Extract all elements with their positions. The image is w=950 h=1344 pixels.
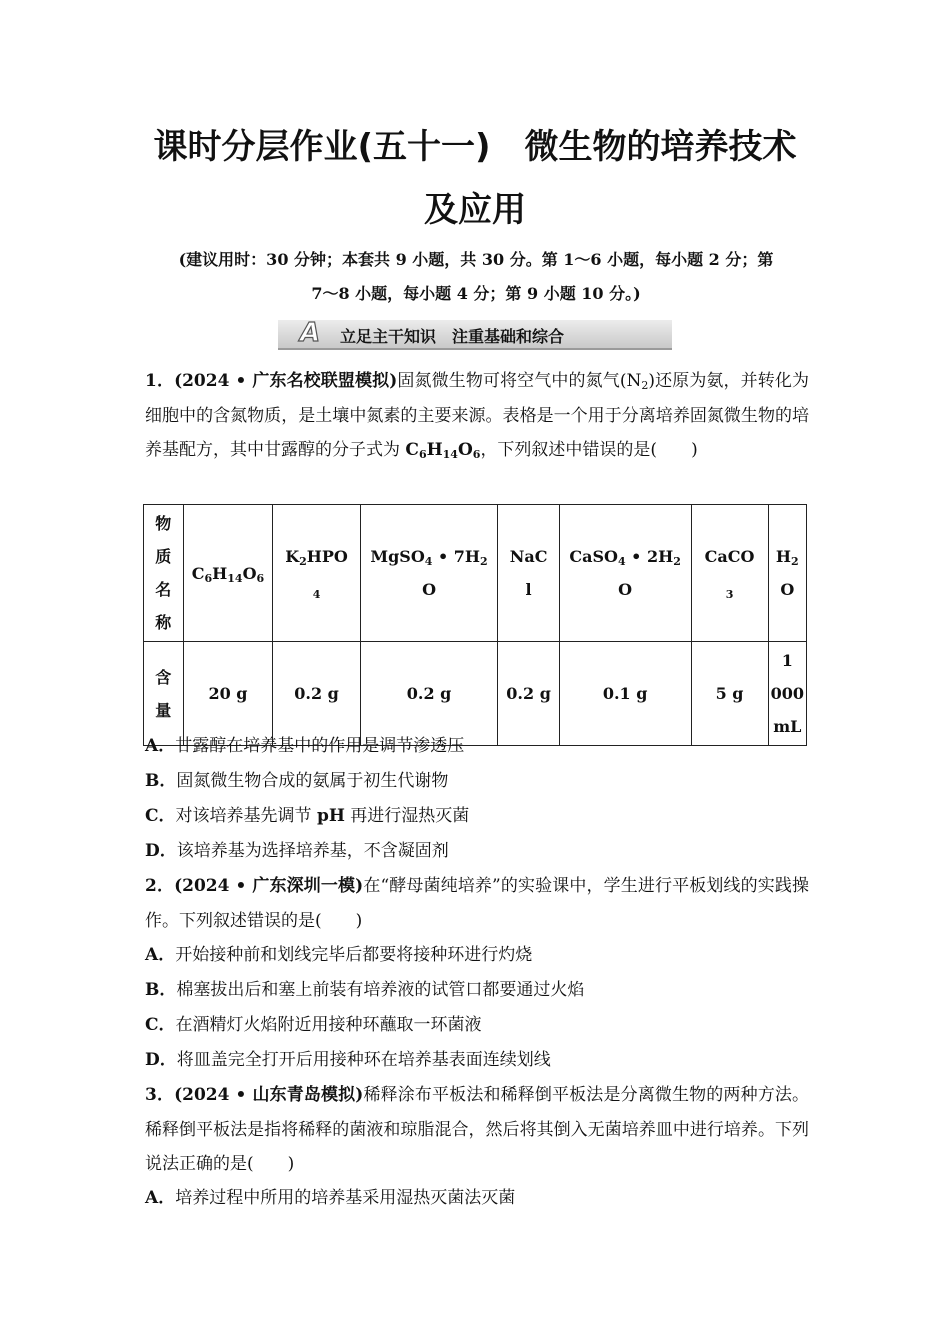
question-2-option-a: A．开始接种前和划线完毕后都要将接种环进行灼烧 — [145, 945, 533, 965]
time-note-line2: 7～8 小题，每小题 4 分；第 9 小题 10 分。) — [311, 284, 641, 303]
question-1-source: (2024 • 广东名校联盟模拟) — [174, 371, 398, 391]
question-2-option-d: D．将皿盖完全打开后用接种环在培养基表面连续划线 — [145, 1050, 551, 1070]
table-cell: 1 000 mL — [768, 642, 806, 746]
time-note-line1: (建议用时：30 分钟；本套共 9 小题，共 30 分。第 1～6 小题，每小题 2 分；第 — [178, 250, 774, 269]
question-1-option-b: B．固氮微生物合成的氨属于初生代谢物 — [145, 771, 449, 791]
table-header-cell: 含 量 — [144, 642, 184, 746]
table-row — [144, 505, 807, 642]
table-cell: 5 g — [691, 642, 768, 746]
question-1-stem: 1．(2024 • 广东名校联盟模拟)固氮微生物可将空气中的氮气$(N_2)$还原为氨，并转化为细胞中的含氮物质，是土壤中氮素的主要来源。表格是一个用于分离培养固氮微生物的培养基配方，其中甘露醇的分子式为 $C_6H_{14}O_6$，下列叙述中错误的是( ) — [145, 371, 809, 461]
question-1-option-a: A．甘露醇在培养基中的作用是调节渗透压 — [145, 736, 465, 756]
question-2-option-c: C．在酒精灯火焰附近用接种环蘸取一环菌液 — [145, 1015, 482, 1035]
question-1-option-c: C．对该培养基先调节 pH 再进行湿热灭菌 — [145, 806, 470, 826]
table-cell: 0.1 g — [559, 642, 691, 746]
table-cell: $C_6H_{14}O_6$ — [183, 505, 273, 642]
media-formula-table — [143, 504, 807, 746]
page-title-line2: 及应用 — [424, 190, 526, 230]
table-cell: 0.2 g — [498, 642, 559, 746]
question-3-source: (2024 • 山东青岛模拟) — [174, 1085, 364, 1105]
question-1-option-d: D．该培养基为选择培养基，不含凝固剂 — [145, 841, 449, 861]
section-banner — [278, 320, 672, 350]
table-cell: $K_2HPO$ $_4$ — [273, 505, 360, 642]
page-title-line1: 课时分层作业(五十一) 微生物的培养技术 — [153, 127, 797, 167]
table-cell: 20 g — [183, 642, 273, 746]
table-cell: MgSO$_4$ • $7H_2$ O — [360, 505, 498, 642]
question-2-option-b: B．棉塞拔出后和塞上前装有培养液的试管口都要通过火焰 — [145, 980, 585, 1000]
section-letter-icon: A — [300, 318, 321, 348]
table-cell: CaSO$_4$ • $2H_2$ O — [559, 505, 691, 642]
table-cell: 0.2 g — [360, 642, 498, 746]
question-3-stem: 3．(2024 • 山东青岛模拟)稀释涂布平板法和稀释倒平板法是分离微生物的两种方法。稀释倒平板法是指将稀释的菌液和琼脂混合，然后将其倒入无菌培养皿中进行培养。下列说法正确的是( ) — [145, 1085, 809, 1174]
table-cell: 0.2 g — [273, 642, 360, 746]
question-3-option-a: A．培养过程中所用的培养基采用湿热灭菌法灭菌 — [145, 1188, 516, 1208]
table-cell: CaCO $_3$ — [691, 505, 768, 642]
table-cell: NaC l — [498, 505, 559, 642]
table-header-cell: 物 质 名 称 — [144, 505, 184, 642]
question-2-stem: 2．(2024 • 广东深圳一模)在“酵母菌纯培养”的实验课中，学生进行平板划线的实践操作。下列叙述错误的是( ) — [145, 876, 809, 931]
section-banner-text: 立足主干知识 注重基础和综合 — [340, 327, 565, 346]
question-2-source: (2024 • 广东深圳一模) — [174, 876, 364, 896]
table-cell: $H_2$ O — [768, 505, 806, 642]
